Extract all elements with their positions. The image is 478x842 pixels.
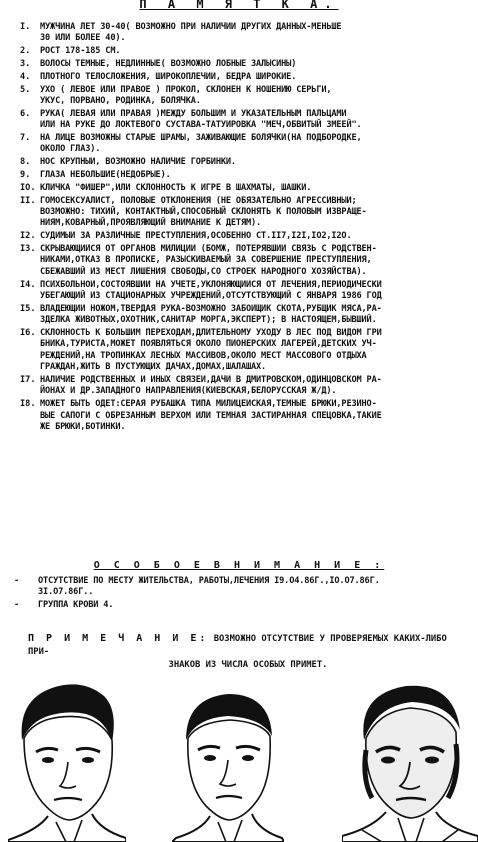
- list-item: [20, 22, 478, 45]
- item-number: I3.: [20, 244, 36, 254]
- note-line-2: ЗНАКОВ ИЗ ЧИСЛА ОСОБЫХ ПРИМЕТ.: [168, 660, 328, 670]
- item-number: 9.: [20, 170, 31, 180]
- list-item: [20, 72, 478, 83]
- item-number: I5.: [20, 303, 36, 314]
- item-text: ГРУППА КРОВИ 4.: [38, 599, 114, 610]
- item-number: I4.: [20, 279, 36, 290]
- list-item: [20, 231, 478, 242]
- item-text: СУДИМЫЙ ЗА РАЗЛИЧНЫЕ ПРЕСТУПЛЕНИЯ,ОСОБЕННО СТ.II7,I2I,IO2,I2O.: [40, 231, 352, 242]
- item-text: НА ЛИЦЕ ВОЗМОЖНЫ СТАРЫЕ ШРАМЫ, ЗАЖИВАЮЩИЕ БОЛЯЧКИ(НА ПОДБОРОДКЕ, ОКОЛО ГЛАЗ).: [40, 133, 362, 155]
- list-item: [20, 157, 478, 168]
- list-item: [20, 375, 478, 398]
- item-text: РУКА( ЛЕВАЯ ИЛИ ПРАВАЯ )МЕЖДУ БОЛЬШИМ И УКАЗАТЕЛЬНЫМ ПАЛЬЦАМИ ИЛИ НА РУКЕ ДО ЛОКТЕВОГО СУСТАВА-ТАТУИРОВКА "МЕЧ,ОБВИТЫЙ ЗМЕЕЙ".: [40, 108, 362, 131]
- list-item: [20, 304, 478, 327]
- special-attention-list: [14, 576, 476, 612]
- list-item: [20, 328, 478, 374]
- list-item: [20, 59, 478, 70]
- item-number: I.: [20, 22, 31, 32]
- item-text: ГОМОСЕКСУАЛИСТ, ПОЛОВЫЕ ОТКЛОНЕНИЯ (НЕ ОБЯЗАТЕЛЬНО АГРЕССИВНЫЙ; ВОЗМОЖНО: ТИХИЙ, КОНТАКТНЫЙ,СПОСОБНЫЙ СКЛОНЯТЬ К ПОЛОВЫМ ИЗВРАЩЕ- НИЯМ,КОВАРНЫЙ,ПРОЯВЛЯЮЩИЙ ВНИМАНИЕ К ДЕТЯМ).: [40, 195, 367, 229]
- item-number: 6.: [20, 108, 31, 119]
- item-text: ПЛОТНОГО ТЕЛОСЛОЖЕНИЯ, ШИРОКОПЛЕЧИЙ, БЕДРА ШИРОКИЕ.: [40, 71, 297, 82]
- item-text: МОЖЕТ БЫТЬ ОДЕТ:СЕРАЯ РУБАШКА ТИПА МИЛИЦЕЙСКАЯ,ТЕМНЫЕ БРЮКИ,РЕЗИНО- ВЫЕ САПОГИ С ОБРЕЗАННЫМ ВЕРХОМ ИЛИ ТЕМНАЯ ЗАСТИРАННАЯ СПЕЦОВКА,ТАКИЕ ЖЕ БРЮКИ,БОТИНКИ.: [40, 399, 382, 433]
- note-block: [28, 632, 468, 672]
- list-item: [20, 109, 478, 132]
- item-number: 4.: [20, 71, 31, 82]
- item-number: 2.: [20, 46, 31, 57]
- item-number: 3.: [20, 59, 31, 69]
- item-number: 5.: [20, 84, 31, 95]
- list-item: [20, 280, 478, 303]
- suspect-sketch-3: [342, 680, 478, 842]
- list-item: [20, 85, 478, 108]
- list-item: [20, 170, 478, 181]
- note-line-1: ВОЗМОЖНО ОТСУТСТВИЕ У ПРОВЕРЯЕМЫХ КАКИХ-ЛИБО ПРИ-: [28, 634, 447, 657]
- item-number: I2.: [20, 231, 36, 242]
- list-item: [14, 600, 476, 611]
- item-number: I6.: [20, 328, 36, 339]
- item-text: УХО ( ЛЕВОЕ ИЛИ ПРАВОЕ ) ПРОКОЛ, СКЛОНЕН К НОШЕНИЮ СЕРЬГИ, УКУС, ПОРВАНО, РОДИНКА, БОЛЯЧКА.: [40, 84, 332, 106]
- item-text: НОС КРУПНЫЙ, ВОЗМОЖНО НАЛИЧИЕ ГОРБИНКИ.: [40, 157, 236, 168]
- item-text: ВОЛОСЫ ТЕМНЫЕ, НЕДЛИННЫЕ( ВОЗМОЖНО ЛОБНЫЕ ЗАЛЫСИНЫ): [40, 59, 297, 69]
- item-text: СКЛОННОСТЬ К БОЛЬШИМ ПЕРЕХОДАМ,ДЛИТЕЛЬНОМУ УХОДУ В ЛЕС ПОД ВИДОМ ГРИ БНИКА,ТУРИСТА,МОЖЕТ ПОЯВЛЯТЬСЯ ОКОЛО ПИОНЕРСКИХ ЛАГЕРЕЙ,ДЕТСКИХ УЧ- РЕЖДЕНИЙ,НА ТРОПИНКАХ ЛЕСНЫХ МАССИВОВ,ОКОЛО МЕСТ МАССОВОГО ОТДЫХА ГРАЖДАН,ЖИТЬ В ПУСТУЮЩИХ ДАЧАХ,ДОМАХ,ШАЛАШАХ.: [40, 328, 382, 373]
- special-attention-heading: О С О Б О Е В Н И М А Н И Е :: [93, 560, 385, 571]
- list-item: [20, 196, 478, 230]
- item-text: СКРЫВАЮЩИЙСЯ ОТ ОРГАНОВ МИЛИЦИИ (БОМЖ, ПОТЕРЯВШИЙ СВЯЗЬ С РОДСТВЕН- НИКАМИ,ОТКАЗ В ПРОПИСКЕ, РАЗЫСКИВАЕМЫЙ ЗА СОВЕРШЕНИЕ ПРЕСТУПЛЕНИЯ, СБЕЖАВШИЙ ИЗ МЕСТ ЛИШЕНИЯ СВОБОДЫ,СО СТРОЕК НАРОДНОГО ХОЗЯЙСТВА).: [40, 244, 377, 277]
- suspect-sketch-1: [8, 680, 126, 842]
- suspect-sketch-2: [172, 688, 284, 842]
- list-item: [20, 46, 478, 57]
- item-number: II.: [20, 195, 36, 206]
- item-text: ВЛАДЕЮЩИЙ НОЖОМ,ТВЕРДАЯ РУКА-ВОЗМОЖНО ЗАБОЙЩИК СКОТА,РУБЩИК МЯСА,РА- ЗДЕЛКА ЖИВОТНЫХ,ОХОТНИК,САНИТАР МОРГА,ЭКСПЕРТ); В НАСТОЯЩЕМ,БЫВШИЙ.: [40, 303, 382, 326]
- note-label: П Р И М Е Ч А Н И Е:: [28, 633, 209, 644]
- list-item: [20, 183, 478, 194]
- features-list: [20, 22, 478, 435]
- page-title: П А М Я Т К А.: [139, 0, 339, 11]
- item-text: РОСТ 178-185 СМ.: [40, 46, 121, 57]
- item-number: 7.: [20, 133, 31, 143]
- item-text: МУЖЧИНА ЛЕТ 30-40( ВОЗМОЖНО ПРИ НАЛИЧИИ ДРУГИХ ДАННЫХ-МЕНЬШЕ 30 ИЛИ БОЛЕЕ 40).: [40, 22, 342, 44]
- item-number: 8.: [20, 157, 31, 168]
- item-text: КЛИЧКА "ФИШЕР",ИЛИ СКЛОННОСТЬ К ИГРЕ В ШАХМАТЫ, ШАШКИ.: [40, 182, 312, 193]
- list-item: [20, 399, 478, 433]
- list-item: [14, 576, 476, 599]
- item-text: НАЛИЧИЕ РОДСТВЕННЫХ И ИНЫХ СВЯЗЕЙ,ДАЧИ В ДМИТРОВСКОМ,ОДИНЦОВСКОМ РА- ЙОНАХ И ДР.ЗАПАДНОГО НАПРАВЛЕНИЯ(КИЕВСКАЯ,БЕЛОРУССКАЯ Ж/Д).: [40, 375, 382, 397]
- item-number: IO.: [20, 182, 36, 193]
- list-item: [20, 244, 478, 278]
- bullet-dash: -: [14, 576, 20, 586]
- list-item: [20, 133, 478, 156]
- bullet-dash: -: [14, 599, 20, 610]
- item-text: ПСИХБОЛЬНОЙ,СОСТОЯВШИЙ НА УЧЕТЕ,УКЛОНЯЮЩИЙСЯ ОТ ЛЕЧЕНИЯ,ПЕРИОДИЧЕСКИ УБЕГАЮЩИЙ ИЗ СТАЦИОНАРНЫХ УЧРЕЖДЕНИЙ,ОТСУТСТВУЮЩИЙ С ЯНВАРЯ 1986 ГОД: [40, 279, 382, 302]
- item-text: ГЛАЗА НЕБОЛЬШИЕ(НЕДОБРЫЕ).: [40, 170, 171, 180]
- item-number: I8.: [20, 399, 36, 410]
- item-text: ОТСУТСТВИЕ ПО МЕСТУ ЖИТЕЛЬСТВА, РАБОТЫ,ЛЕЧЕНИЯ I9.O4.86Г.,IO.O7.86Г. 3I.O7.86Г..: [38, 576, 380, 598]
- item-number: I7.: [20, 375, 36, 386]
